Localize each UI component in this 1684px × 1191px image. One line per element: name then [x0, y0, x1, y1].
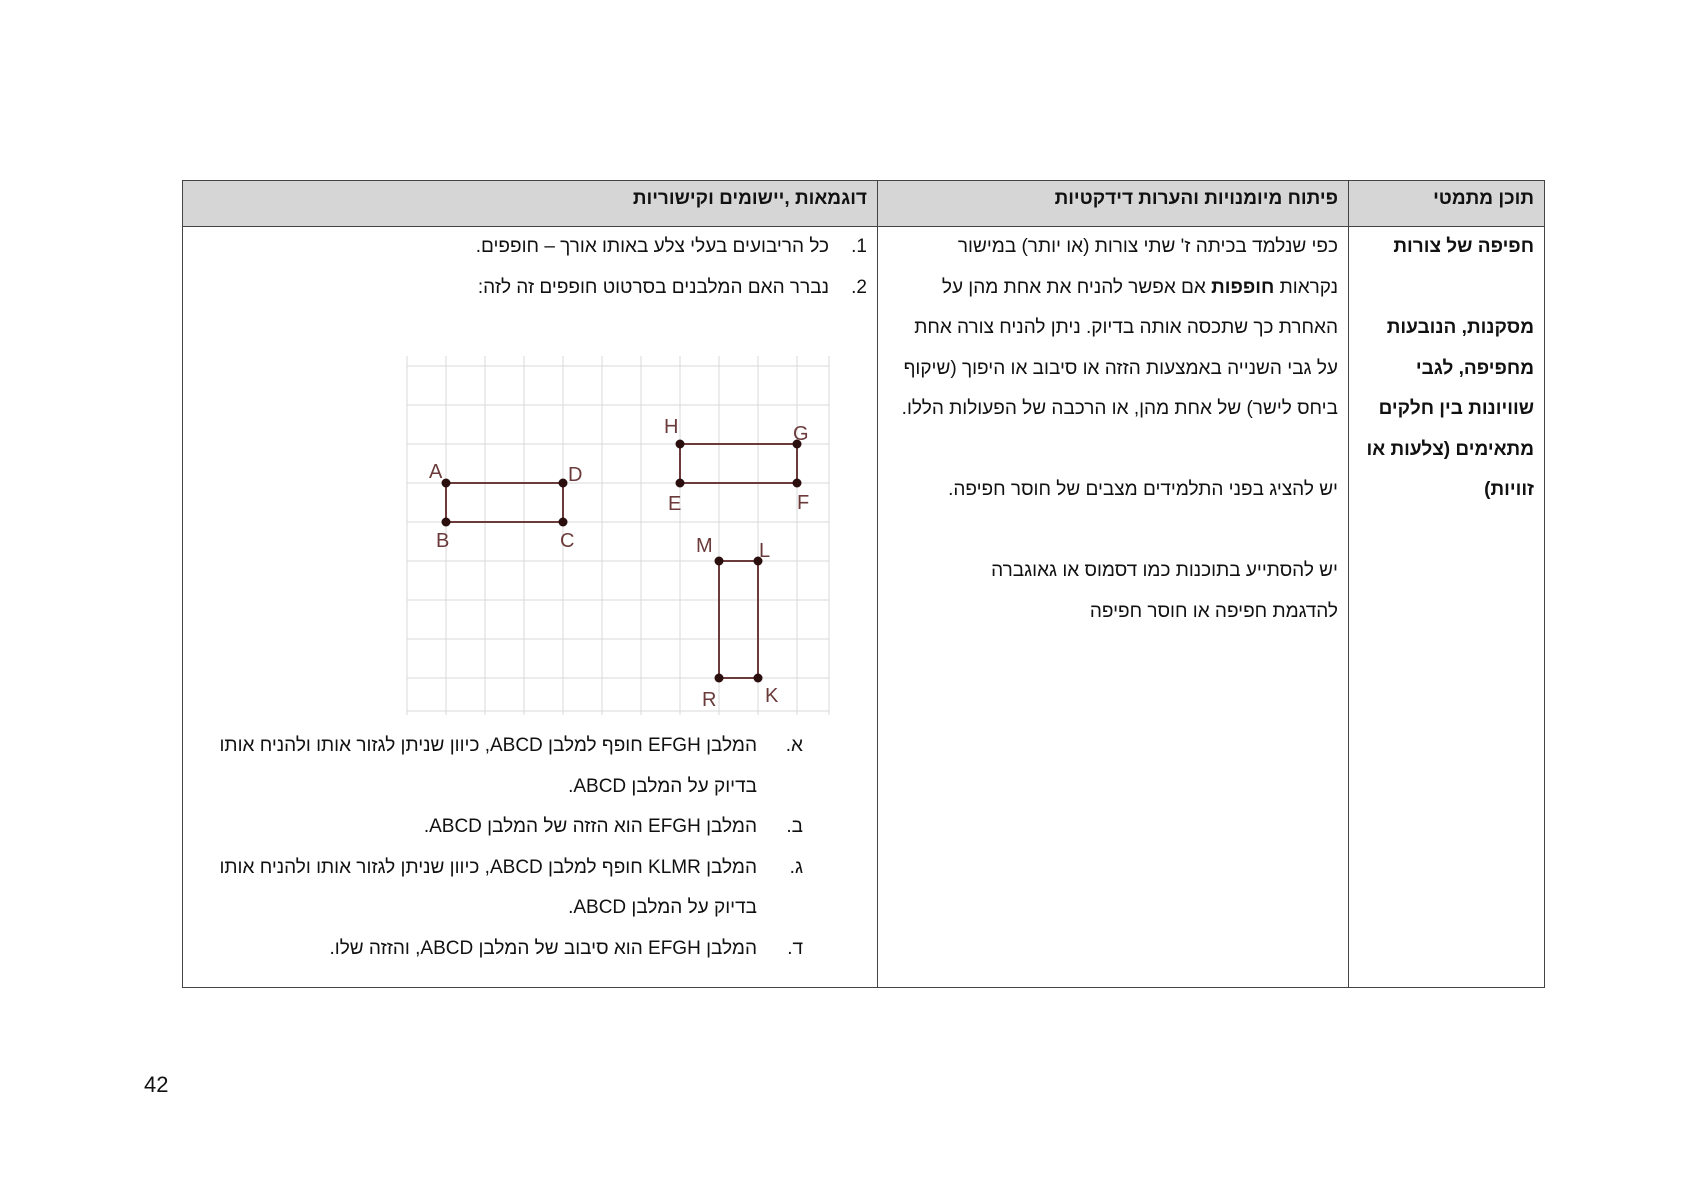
sub-item-label: ד.	[787, 937, 803, 959]
header-skills: פיתוח מיומנויות והערות דידקטיות	[1054, 188, 1338, 209]
sub-item-line: המלבן KLMR חופף למלבן ABCD, כיוון שניתן לגזור אותו ולהניח אותו	[219, 856, 757, 878]
rectangle-efgh	[680, 444, 797, 483]
sub-item-line: בדיוק על המלבן ABCD.	[568, 775, 757, 797]
content-line: מתאימים (צלעות או	[1366, 438, 1534, 460]
point-a	[442, 479, 451, 488]
sub-item-line: המלבן EFGH הוא הזזה של המלבן ABCD.	[423, 816, 757, 837]
examples-cell	[182, 227, 877, 987]
label-m: M	[696, 535, 713, 557]
skills-text: אם אפשר להניח את אחת מהן על	[941, 276, 1206, 298]
sub-item-text	[220, 726, 758, 807]
skills-cell	[878, 227, 1348, 987]
sub-item	[182, 726, 877, 807]
sub-item-line: המלבן EFGH הוא סיבוב של המלבן ABCD, והזזה שלו.	[329, 937, 757, 959]
example-item	[182, 268, 877, 309]
label-d: D	[568, 464, 583, 486]
sub-item	[182, 848, 877, 929]
point-h	[676, 440, 685, 449]
label-c: C	[560, 530, 575, 552]
sub-item-label: א.	[785, 735, 803, 756]
label-a: A	[429, 461, 443, 483]
label-k: K	[765, 685, 779, 707]
content-line	[1349, 268, 1534, 309]
label-r: R	[702, 689, 717, 711]
label-f: F	[797, 492, 810, 514]
content-cell	[1349, 227, 1544, 987]
content-line: מסקנות, הנובעות	[1386, 317, 1534, 338]
point-e	[676, 479, 685, 488]
sub-item-text	[329, 929, 757, 970]
point-b	[442, 518, 451, 527]
sub-item-text	[424, 807, 757, 848]
skills-line: האחרת כך שתכסה אותה בדיוק. ניתן להניח צורה אחת	[914, 317, 1338, 338]
rectangle-abcd	[446, 483, 563, 522]
header-content: תוכן מתמטי	[1433, 188, 1534, 209]
point-r	[715, 674, 724, 683]
content-line: חפיפה של צורות	[1393, 236, 1534, 257]
rectangles-figure	[397, 349, 833, 719]
content-line: מחפיפה, לגבי	[1415, 357, 1534, 379]
example-item	[182, 227, 877, 268]
skills-line	[878, 268, 1338, 309]
skills-spacer	[878, 511, 1338, 552]
sub-items-list	[182, 726, 877, 969]
sub-item	[182, 807, 877, 848]
label-g: G	[793, 423, 809, 445]
point-d	[559, 479, 568, 488]
point-c	[559, 518, 568, 527]
label-h: H	[664, 416, 679, 438]
skills-line: ביחס לישר) של אחת מהן, או הרכבה של הפעולות הללו.	[901, 398, 1338, 419]
skills-text: נקראות	[1279, 276, 1338, 298]
sub-item-label: ב.	[786, 816, 803, 837]
point-f	[793, 479, 802, 488]
point-k	[754, 674, 763, 683]
skills-line: כפי שנלמד בכיתה ז' שתי צורות (או יותר) במישור	[957, 236, 1338, 257]
page-number: 42	[144, 1072, 169, 1097]
term-congruent: חופפות	[1211, 276, 1275, 298]
skills-spacer	[878, 430, 1338, 471]
label-e: E	[668, 493, 682, 515]
curriculum-table	[182, 180, 1545, 988]
point-m	[715, 557, 724, 566]
label-l: L	[759, 540, 771, 562]
skills-line: על גבי השנייה באמצעות הזזה או סיבוב או היפוך (שיקוף	[903, 357, 1338, 379]
content-line: שוויונות בין חלקים	[1378, 398, 1534, 419]
skills-line: להדגמת חפיפה או חוסר חפיפה	[1089, 600, 1338, 622]
sub-item	[182, 929, 877, 970]
item-number: 2.	[851, 276, 867, 298]
grid-lines	[407, 356, 829, 715]
sub-item-line: המלבן EFGH חופף למלבן ABCD, כיוון שניתן לגזור אותו ולהניח אותו	[219, 735, 757, 756]
rectangle-klmr	[719, 561, 758, 678]
grid-figure	[397, 349, 833, 719]
skills-line: יש להציג בפני התלמידים מצבים של חוסר חפיפה.	[948, 479, 1338, 500]
skills-line: יש להסתייע בתוכנות כמו דסמוס או גאוגברה	[991, 560, 1338, 581]
content-line: זוויות)	[1484, 479, 1534, 500]
item-number: 1.	[851, 236, 867, 257]
label-b: B	[436, 530, 450, 552]
sub-item-label: ג.	[789, 856, 803, 878]
sub-item-text	[219, 848, 757, 929]
item-text: כל הריבועים בעלי צלע באותו אורך – חופפים.	[475, 236, 829, 257]
sub-item-line: בדיוק על המלבן ABCD.	[568, 897, 757, 918]
header-examples: דוגמאות ,יישומים וקישוריות	[632, 188, 867, 209]
item-text: נברר האם המלבנים בסרטוט חופפים זה לזה:	[477, 276, 829, 298]
